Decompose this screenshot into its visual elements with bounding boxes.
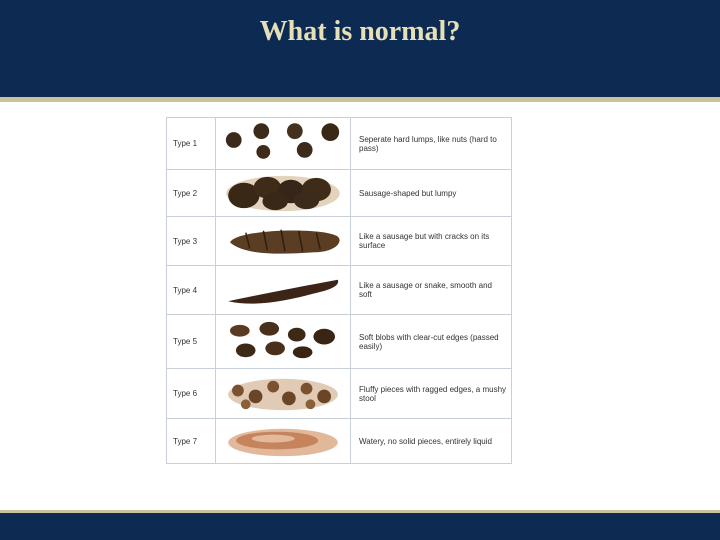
type-1-illustration: [215, 118, 351, 169]
type-label: Type 4: [173, 285, 198, 295]
type-label: Type 7: [173, 437, 198, 446]
type-description: Sausage-shaped but lumpy: [359, 188, 457, 198]
type-label: Type 6: [173, 389, 198, 398]
header-divider: [0, 97, 720, 102]
slide-header: [0, 0, 720, 97]
type-description: Soft blobs with clear-cut edges (passed easily): [359, 332, 499, 351]
type-description: Fluffy pieces with ragged edges, a mushy stool: [359, 384, 507, 403]
type-description: Seperate hard lumps, like nuts (hard to pass): [359, 134, 497, 153]
chart-row: [167, 265, 511, 314]
type-description: Like a sausage but with cracks on its surface: [359, 232, 490, 250]
type-5-illustration: [215, 315, 351, 368]
stool-chart: [166, 117, 512, 464]
chart-row: [167, 216, 511, 265]
type-4-illustration: [215, 266, 351, 314]
type-label: Type 5: [173, 337, 198, 346]
chart-row: [167, 118, 511, 169]
type-label: Type 2: [173, 188, 198, 198]
chart-row: [167, 169, 511, 216]
chart-row: [167, 314, 511, 368]
type-6-illustration: [215, 369, 351, 418]
type-label: Type 3: [173, 236, 198, 246]
slide-title: What is normal?: [259, 16, 461, 47]
chart-row: [167, 418, 511, 464]
type-description: Watery, no solid pieces, entirely liquid: [359, 437, 492, 446]
type-label: Type 1: [173, 139, 198, 148]
type-2-illustration: [215, 170, 351, 216]
type-7-illustration: [215, 419, 351, 464]
type-3-illustration: [215, 217, 351, 265]
chart-row: [167, 368, 511, 418]
type-description: Like a sausage or snake, smooth and soft: [359, 281, 492, 299]
slide-footer: [0, 513, 720, 540]
